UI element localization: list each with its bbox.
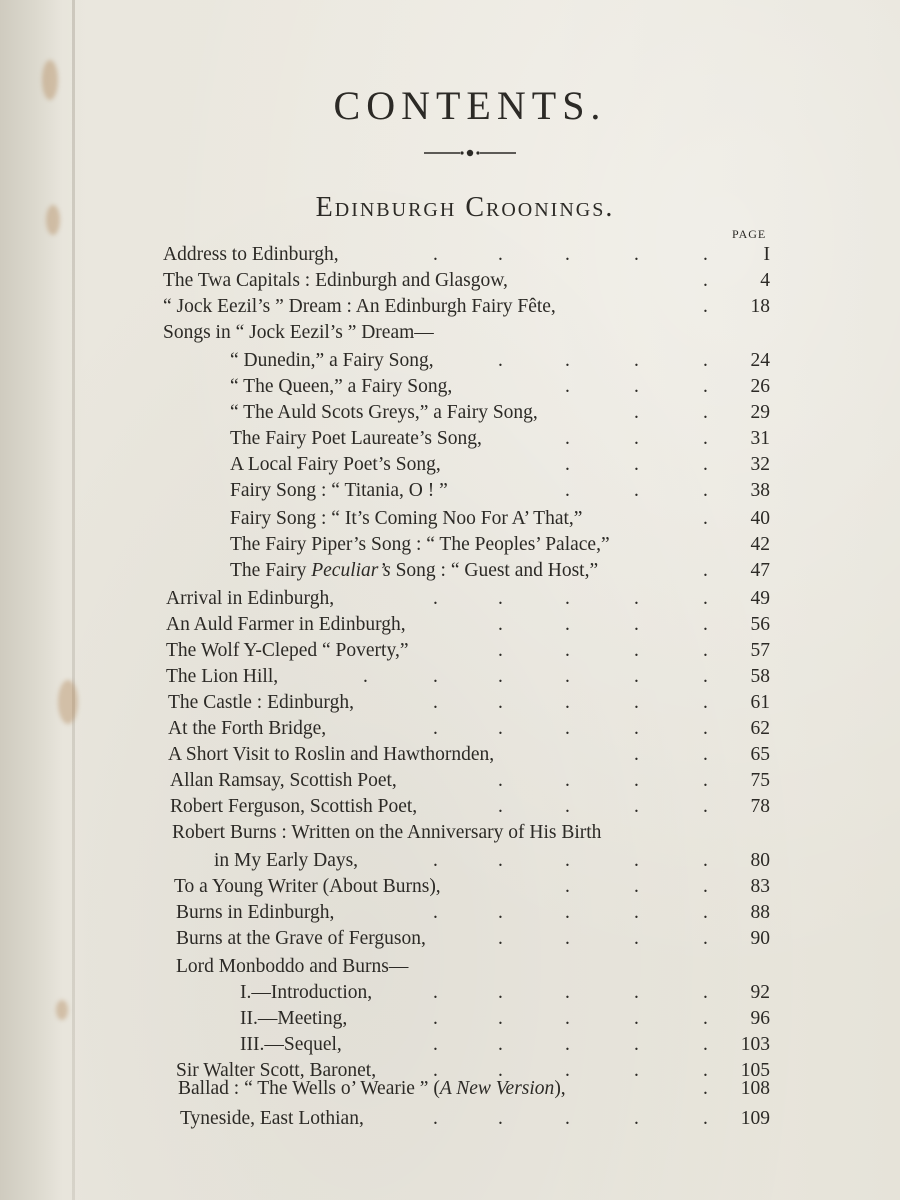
leader-dot: . [634, 244, 639, 265]
leader-dot: . [634, 770, 639, 791]
toc-entry-title: Burns at the Grave of Ferguson, [176, 928, 426, 949]
leader-dot: . [565, 718, 570, 739]
leader-dot: . [634, 1060, 639, 1081]
toc-entry-page-number: 38 [750, 480, 770, 501]
leader-dot: . [433, 666, 438, 687]
toc-entry [0, 902, 900, 928]
leader-dot: . [433, 982, 438, 1003]
leader-dot: . [634, 428, 639, 449]
leader-dot: . [703, 666, 708, 687]
leader-dot: . [703, 1078, 708, 1099]
toc-entry-title: Robert Ferguson, Scottish Poet, [170, 796, 418, 817]
toc-entry-page-number: 75 [750, 770, 770, 791]
leader-dot: . [703, 508, 708, 529]
leader-dot: . [433, 1060, 438, 1081]
toc-entry-page-number: 62 [750, 718, 770, 739]
leader-dot: . [498, 770, 503, 791]
toc-entry [0, 454, 900, 480]
leader-dot: . [433, 1008, 438, 1029]
leader-dot: . [703, 270, 708, 291]
toc-entry-title: Robert Burns : Written on the Anniversary of His Birth [172, 822, 602, 843]
toc-entry-title: The Twa Capitals : Edinburgh and Glasgow, [163, 270, 508, 291]
leader-dot: . [634, 850, 639, 871]
leader-dot: . [703, 296, 708, 317]
toc-entry-title: Address to Edinburgh, [163, 244, 339, 265]
toc-entry-page-number: 78 [750, 796, 770, 817]
leader-dot: . [433, 718, 438, 739]
leader-dot: . [498, 796, 503, 817]
leader-dot: . [498, 640, 503, 661]
leader-dot: . [565, 376, 570, 397]
leader-dot: . [498, 614, 503, 635]
leader-dot: . [565, 692, 570, 713]
leader-dot: . [703, 244, 708, 265]
leader-dot: . [634, 876, 639, 897]
toc-entry [0, 640, 900, 666]
leader-dot: . [634, 376, 639, 397]
leader-dot: . [433, 902, 438, 923]
toc-entry-page-number: 83 [750, 876, 770, 897]
toc-entry [0, 692, 900, 718]
leader-dot: . [565, 666, 570, 687]
leader-dot: . [565, 982, 570, 1003]
toc-entry [0, 376, 900, 402]
leader-dot: . [634, 928, 639, 949]
toc-entry-page-number: 32 [750, 454, 770, 475]
leader-dot: . [634, 402, 639, 423]
toc-entry-title: in My Early Days, [214, 850, 359, 871]
toc-entry [0, 1108, 900, 1134]
leader-dot: . [565, 1034, 570, 1055]
leader-dot: . [634, 480, 639, 501]
leader-dot: . [634, 902, 639, 923]
toc-entry [0, 350, 900, 376]
leader-dot: . [498, 692, 503, 713]
toc-entry [0, 666, 900, 692]
leader-dot: . [433, 1034, 438, 1055]
leader-dot: . [634, 1034, 639, 1055]
leader-dot: . [565, 850, 570, 871]
toc-entry-title: The Wolf Y-Cleped “ Poverty,” [166, 640, 409, 661]
leader-dot: . [703, 1060, 708, 1081]
leader-dot: . [498, 850, 503, 871]
leader-dot: . [703, 876, 708, 897]
toc-entry-title: II.—Meeting, [240, 1008, 348, 1029]
leader-dot: . [634, 640, 639, 661]
leader-dot: . [703, 350, 708, 371]
leader-dot: . [565, 876, 570, 897]
toc-entry-title: Ballad : “ The Wells o’ Wearie ” (A New Version), [178, 1078, 566, 1099]
leader-dot: . [634, 588, 639, 609]
toc-entry-title: Lord Monboddo and Burns— [176, 956, 409, 977]
toc-entry-page-number: 49 [750, 588, 770, 609]
toc-entry-page-number: 65 [750, 744, 770, 765]
toc-entry-page-number: 108 [740, 1078, 770, 1099]
toc-entry-title: The Fairy Piper’s Song : “ The Peoples’ Palace,” [230, 534, 610, 555]
leader-dot: . [498, 1008, 503, 1029]
toc-entry-page-number: 96 [750, 1008, 770, 1029]
leader-dot: . [565, 350, 570, 371]
leader-dot: . [703, 744, 708, 765]
toc-entry-page-number: 103 [740, 1034, 770, 1055]
leader-dot: . [498, 666, 503, 687]
leader-dot: . [703, 614, 708, 635]
leader-dot: . [634, 692, 639, 713]
leader-dot: . [498, 1034, 503, 1055]
toc-entry-page-number: 80 [750, 850, 770, 871]
leader-dot: . [565, 454, 570, 475]
toc-entry-title: “ The Auld Scots Greys,” a Fairy Song, [230, 402, 538, 423]
leader-dot: . [634, 744, 639, 765]
leader-dot: . [565, 244, 570, 265]
leader-dot: . [498, 588, 503, 609]
leader-dot: . [565, 428, 570, 449]
leader-dot: . [703, 402, 708, 423]
leader-dot: . [703, 480, 708, 501]
toc-entry [0, 796, 900, 822]
toc-entry-title: Songs in “ Jock Eezil’s ” Dream— [163, 322, 434, 343]
toc-entry [0, 876, 900, 902]
toc-entry-page-number: I [763, 244, 770, 265]
leader-dot: . [703, 1108, 708, 1129]
leader-dot: . [703, 982, 708, 1003]
leader-dot: . [703, 770, 708, 791]
page-column-label: PAGE [732, 227, 767, 241]
toc-entry-title: The Fairy Poet Laureate’s Song, [230, 428, 482, 449]
leader-dot: . [703, 902, 708, 923]
leader-dot: . [703, 588, 708, 609]
toc-entry-page-number: 88 [750, 902, 770, 923]
toc-entry-title: A Short Visit to Roslin and Hawthornden, [168, 744, 495, 765]
toc-entry [0, 982, 900, 1008]
toc-entry [0, 244, 900, 270]
toc-entry-page-number: 90 [750, 928, 770, 949]
toc-entry [0, 1034, 900, 1060]
toc-entry-page-number: 61 [750, 692, 770, 713]
toc-entry-title: The Castle : Edinburgh, [168, 692, 354, 713]
toc-entry-title: Fairy Song : “ Titania, O ! ” [230, 480, 448, 501]
leader-dot: . [565, 480, 570, 501]
toc-entry-page-number: 92 [750, 982, 770, 1003]
toc-entry-page-number: 18 [750, 296, 770, 317]
contents-heading: CONTENTS. [333, 83, 607, 128]
toc-entry-title: At the Forth Bridge, [168, 718, 327, 739]
toc-entry [0, 614, 900, 640]
leader-dot: . [565, 614, 570, 635]
toc-entry [0, 270, 900, 296]
leader-dot: . [634, 796, 639, 817]
toc-entry-title: An Auld Farmer in Edinburgh, [166, 614, 406, 635]
leader-dot: . [498, 718, 503, 739]
toc-entry-title: Fairy Song : “ It’s Coming Noo For A’ That,” [230, 508, 583, 529]
leader-dot: . [703, 718, 708, 739]
toc-entry-title: III.—Sequel, [240, 1034, 342, 1055]
leader-dot: . [565, 1060, 570, 1081]
leader-dot: . [634, 454, 639, 475]
toc-entry-page-number: 4 [760, 270, 770, 291]
leader-dot: . [498, 350, 503, 371]
leader-dot: . [703, 850, 708, 871]
leader-dot: . [433, 244, 438, 265]
leader-dot: . [703, 640, 708, 661]
toc-entry [0, 850, 900, 876]
leader-dot: . [703, 692, 708, 713]
leader-dot: . [433, 1108, 438, 1129]
leader-dot: . [498, 928, 503, 949]
leader-dot: . [634, 666, 639, 687]
leader-dot: . [433, 692, 438, 713]
toc-entry [0, 770, 900, 796]
leader-dot: . [634, 1108, 639, 1129]
toc-entry-title: A Local Fairy Poet’s Song, [230, 454, 441, 475]
ornament-divider-icon [424, 146, 516, 160]
toc-entry [0, 1078, 900, 1104]
leader-dot: . [363, 666, 368, 687]
leader-dot: . [634, 718, 639, 739]
leader-dot: . [565, 770, 570, 791]
leader-dot: . [498, 902, 503, 923]
toc-entry-page-number: 58 [750, 666, 770, 687]
toc-entry [0, 718, 900, 744]
toc-entry-title: I.—Introduction, [240, 982, 373, 1003]
leader-dot: . [703, 376, 708, 397]
leader-dot: . [703, 796, 708, 817]
toc-entry [0, 480, 900, 506]
toc-entry-page-number: 47 [750, 560, 770, 581]
leader-dot: . [498, 244, 503, 265]
toc-entry-title: Arrival in Edinburgh, [166, 588, 335, 609]
toc-entry-page-number: 31 [750, 428, 770, 449]
leader-dot: . [498, 982, 503, 1003]
leader-dot: . [565, 928, 570, 949]
leader-dot: . [498, 1060, 503, 1081]
toc-entry-page-number: 24 [750, 350, 770, 371]
toc-entry [0, 402, 900, 428]
section-title: Edinburgh Croonings. [315, 192, 615, 223]
leader-dot: . [703, 560, 708, 581]
toc-entry [0, 744, 900, 770]
toc-entry-title: Burns in Edinburgh, [176, 902, 335, 923]
toc-entry-page-number: 29 [750, 402, 770, 423]
leader-dot: . [565, 902, 570, 923]
leader-dot: . [634, 1008, 639, 1029]
leader-dot: . [565, 588, 570, 609]
toc-entry-page-number: 56 [750, 614, 770, 635]
leader-dot: . [565, 796, 570, 817]
leader-dot: . [634, 982, 639, 1003]
leader-dot: . [565, 1108, 570, 1129]
toc-entry-title: The Fairy Peculiar’s Song : “ Guest and Host,” [230, 560, 599, 581]
toc-entry-page-number: 57 [750, 640, 770, 661]
leader-dot: . [703, 428, 708, 449]
toc-entry [0, 560, 900, 586]
leader-dot: . [433, 588, 438, 609]
toc-entry [0, 928, 900, 954]
toc-entry-title: To a Young Writer (About Burns), [174, 876, 441, 897]
leader-dot: . [703, 454, 708, 475]
leader-dot: . [498, 1108, 503, 1129]
toc-entry-page-number: 42 [750, 534, 770, 555]
leader-dot: . [433, 850, 438, 871]
toc-entry [0, 956, 900, 982]
toc-entry [0, 534, 900, 560]
leader-dot: . [634, 614, 639, 635]
toc-entry-page-number: 26 [750, 376, 770, 397]
toc-entry-title: “ Dunedin,” a Fairy Song, [230, 350, 434, 371]
toc-entry-page-number: 109 [740, 1108, 770, 1129]
toc-entry [0, 428, 900, 454]
toc-entry-page-number: 40 [750, 508, 770, 529]
leader-dot: . [703, 1034, 708, 1055]
leader-dot: . [703, 1008, 708, 1029]
leader-dot: . [565, 640, 570, 661]
toc-entry-page-number: 105 [740, 1060, 770, 1081]
toc-entry-title: “ Jock Eezil’s ” Dream : An Edinburgh Fairy Fête, [163, 296, 556, 317]
toc-entry-title: The Lion Hill, [166, 666, 279, 687]
toc-entry [0, 296, 900, 322]
toc-entry-title: Sir Walter Scott, Baronet, [176, 1060, 377, 1081]
leader-dot: . [565, 1008, 570, 1029]
toc-entry-title: Allan Ramsay, Scottish Poet, [170, 770, 397, 791]
toc-entry [0, 822, 900, 848]
leader-dot: . [703, 928, 708, 949]
toc-entry [0, 322, 900, 348]
leader-dot: . [634, 350, 639, 371]
toc-entry-title: Tyneside, East Lothian, [180, 1108, 364, 1129]
toc-entry [0, 588, 900, 614]
toc-entry [0, 1008, 900, 1034]
toc-entry-title: “ The Queen,” a Fairy Song, [230, 376, 453, 397]
toc-entry [0, 508, 900, 534]
